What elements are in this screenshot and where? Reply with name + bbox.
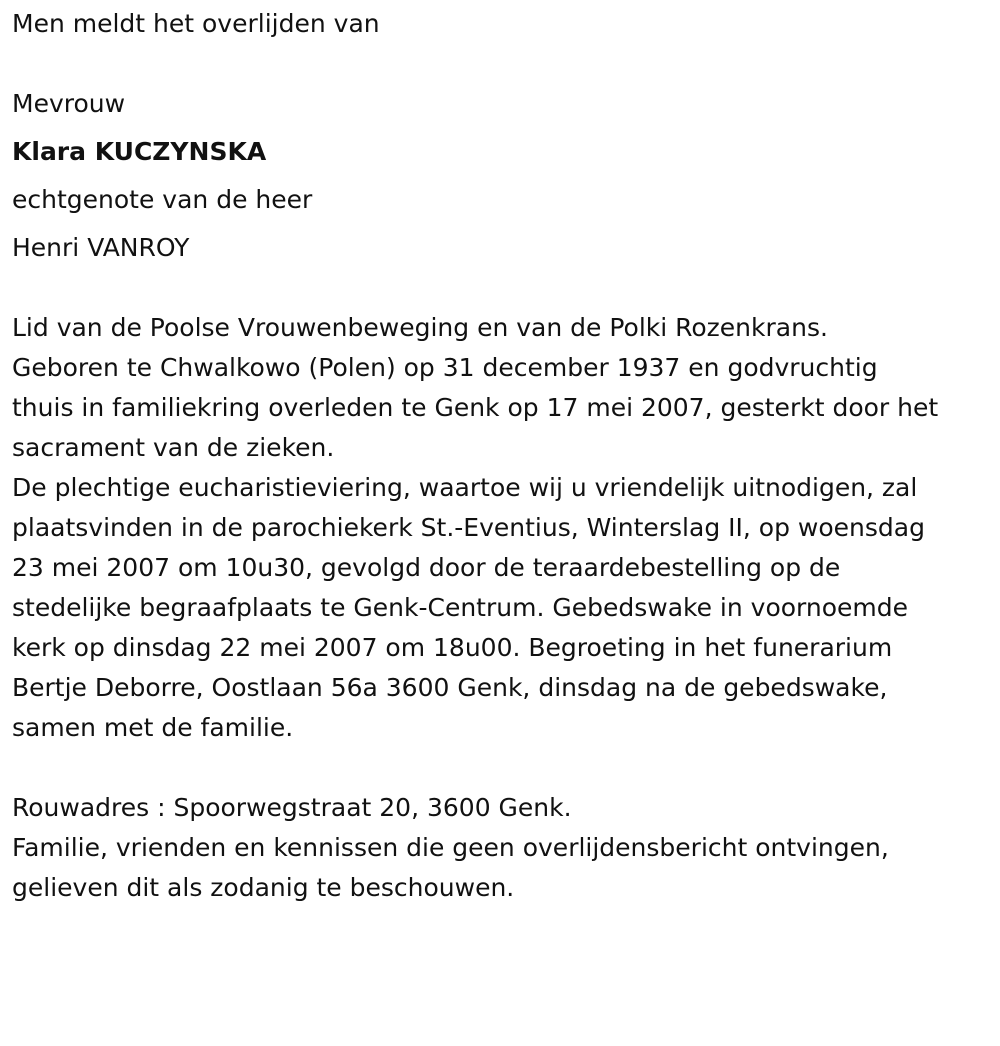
birth-death-paragraph <box>12 348 988 468</box>
paragraph-line: De plechtige eucharistieviering, waartoe wij u vriendelijk uitnodigen, zal <box>12 473 918 502</box>
paragraph-line: kerk op dinsdag 22 mei 2007 om 18u00. Begroeting in het funerarium <box>12 633 893 662</box>
paragraph-line: thuis in familiekring overleden te Genk op 17 mei 2007, gesterkt door het <box>12 393 939 422</box>
paragraph-line: sacrament van de zieken. <box>12 433 335 462</box>
paragraph-line: stedelijke begraafplaats te Genk-Centrum. Gebedswake in voornoemde <box>12 593 909 622</box>
paragraph-line: Bertje Deborre, Oostlaan 56a 3600 Genk, dinsdag na de gebedswake, <box>12 673 888 702</box>
paragraph-line: Familie, vrienden en kennissen die geen overlijdensbericht ontvingen, <box>12 833 889 862</box>
membership-line: Lid van de Poolse Vrouwenbeweging en van de Polki Rozenkrans. <box>12 313 828 342</box>
spouse-name: Henri VANROY <box>12 233 190 262</box>
intro-line: Men meldt het overlijden van <box>12 9 380 38</box>
closing-paragraph <box>12 828 988 908</box>
relation-line: echtgenote van de heer <box>12 185 313 214</box>
paragraph-line: 23 mei 2007 om 10u30, gevolgd door de teraardebestelling op de <box>12 553 841 582</box>
paragraph-line: plaatsvinden in de parochiekerk St.-Eventius, Winterslag II, op woensdag <box>12 513 925 542</box>
paragraph-line: Geboren te Chwalkowo (Polen) op 31 december 1937 en godvruchtig <box>12 353 878 382</box>
ceremony-paragraph <box>12 468 988 748</box>
mourning-address: Rouwadres : Spoorwegstraat 20, 3600 Genk. <box>12 793 572 822</box>
deceased-name: Klara KUCZYNSKA <box>12 137 267 166</box>
honorific: Mevrouw <box>12 89 126 118</box>
paragraph-line: samen met de familie. <box>12 713 294 742</box>
paragraph-line: gelieven dit als zodanig te beschouwen. <box>12 873 515 902</box>
